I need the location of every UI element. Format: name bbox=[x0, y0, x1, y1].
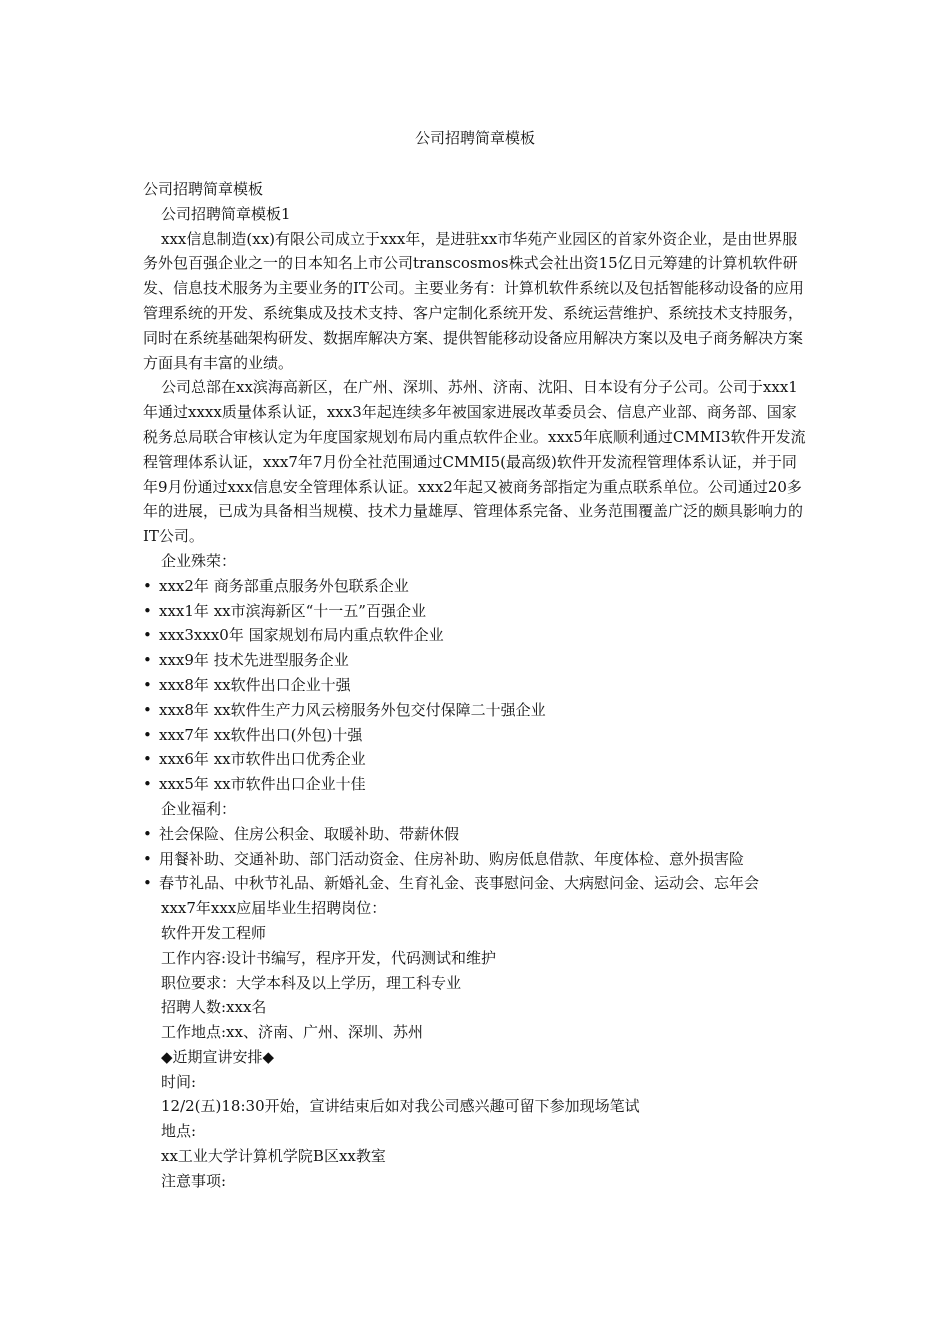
bullet-icon: • bbox=[143, 675, 152, 694]
benefits-label: 企业福利： bbox=[161, 799, 237, 818]
job-count: 招聘人数:xxx名 bbox=[161, 998, 267, 1017]
job-title: 软件开发工程师 bbox=[161, 923, 267, 942]
list-item: • 春节礼品、中秋节礼品、新婚礼金、生育礼金、丧事慰问金、大病慰问金、运动会、忘年会 bbox=[143, 871, 808, 896]
place-value: xx工业大学计算机学院B区xx教室 bbox=[161, 1147, 386, 1166]
list-item: • xxx8年 xx软件生产力风云榜服务外包交付保障二十强企业 bbox=[143, 698, 808, 723]
time-label: 时间: bbox=[161, 1072, 197, 1091]
seminar-label: ◆近期宣讲安排◆ bbox=[161, 1047, 275, 1066]
bullet-icon: • bbox=[143, 725, 152, 744]
document-body bbox=[143, 177, 808, 1194]
list-item: • xxx5年 xx市软件出口企业十佳 bbox=[143, 772, 808, 797]
section-heading: 公司招聘简章模板 bbox=[143, 180, 264, 198]
list-item: • 用餐补助、交通补助、部门活动资金、住房补助、购房低息借款、年度体检、意外损害险 bbox=[143, 847, 808, 872]
time-value: 12/2(五)18:30开始，宣讲结束后如对我公司感兴趣可留下参加现场笔试 bbox=[161, 1097, 640, 1116]
list-item: • xxx3xxx0年 国家规划布局内重点软件企业 bbox=[143, 623, 808, 648]
job-content: 工作内容:设计书编写，程序开发，代码测试和维护 bbox=[161, 948, 497, 967]
positions-label: xxx7年xxx应届毕业生招聘岗位： bbox=[161, 899, 387, 918]
place-label: 地点: bbox=[161, 1122, 197, 1141]
job-requirement: 职位要求：大学本科及以上学历，理工科专业 bbox=[161, 973, 462, 992]
company-intro-paragraph: xxx信息制造(xx)有限公司成立于xxx年，是进驻xx市华苑产业园区的首家外资企业，是由世界服务外包百强企业之一的日本知名上市公司transcosmos株式会社出资15亿日元筹建的计算机软件研发、信息技术服务为主要业务的IT公司。主要业务有：计算机软件系统以及包括智能移动设备的应用管理系统的开发、系统集成及技术支持、客户定制化系统开发、系统运营维护、系统技术支持服务，同时在系统基础架构研发、数据库解决方案、提供智能移动设备应用解决方案以及电子商务解决方案方面具有丰富的业绩。 bbox=[143, 229, 804, 372]
section-subheading: 公司招聘简章模板1 bbox=[161, 204, 291, 223]
bullet-icon: • bbox=[143, 576, 152, 595]
bullet-icon: • bbox=[143, 626, 152, 645]
notes-label: 注意事项: bbox=[161, 1171, 227, 1190]
list-item: • xxx2年 商务部重点服务外包联系企业 bbox=[143, 574, 808, 599]
list-item: • 社会保险、住房公积金、取暖补助、带薪休假 bbox=[143, 822, 808, 847]
list-item: • xxx6年 xx市软件出口优秀企业 bbox=[143, 747, 808, 772]
document-title: 公司招聘简章模板 bbox=[414, 129, 535, 147]
bullet-icon: • bbox=[143, 601, 152, 620]
bullet-icon: • bbox=[143, 849, 152, 868]
benefits-list bbox=[143, 822, 808, 896]
bullet-icon: • bbox=[143, 651, 152, 670]
bullet-icon: • bbox=[143, 775, 152, 794]
list-item: • xxx8年 xx软件出口企业十强 bbox=[143, 673, 808, 698]
list-item: • xxx9年 技术先进型服务企业 bbox=[143, 648, 808, 673]
bullet-icon: • bbox=[143, 824, 152, 843]
bullet-icon: • bbox=[143, 874, 152, 893]
bullet-icon: • bbox=[143, 700, 152, 719]
company-history-paragraph: 公司总部在xx滨海高新区，在广州、深圳、苏州、济南、沈阳、日本设有分子公司。公司于xxx1年通过xxxx质量体系认证，xxx3年起连续多年被国家进展改革委员会、信息产业部、商务部、国家税务总局联合审核认定为年度国家规划布局内重点软件企业。xxx5年底顺利通过CMMI3软件开发流程管理体系认证，xxx7年7月份全社范围通过CMMI5(最高级)软件开发流程管理体系认证，并于同年9月份通过xxx信息安全管理体系认证。xxx2年起又被商务部指定为重点联系单位。公司通过20多年的进展，已成为具备相当规模、技术力量雄厚、管理体系完备、业务范围覆盖广泛的颇具影响力的IT公司。 bbox=[143, 378, 806, 546]
honors-list bbox=[143, 574, 808, 797]
job-location: 工作地点:xx、济南、广州、深圳、苏州 bbox=[161, 1023, 423, 1042]
bullet-icon: • bbox=[143, 750, 152, 769]
honors-label: 企业殊荣： bbox=[161, 551, 237, 570]
list-item: • xxx1年 xx市滨海新区“十一五”百强企业 bbox=[143, 599, 808, 624]
list-item: • xxx7年 xx软件出口(外包)十强 bbox=[143, 723, 808, 748]
